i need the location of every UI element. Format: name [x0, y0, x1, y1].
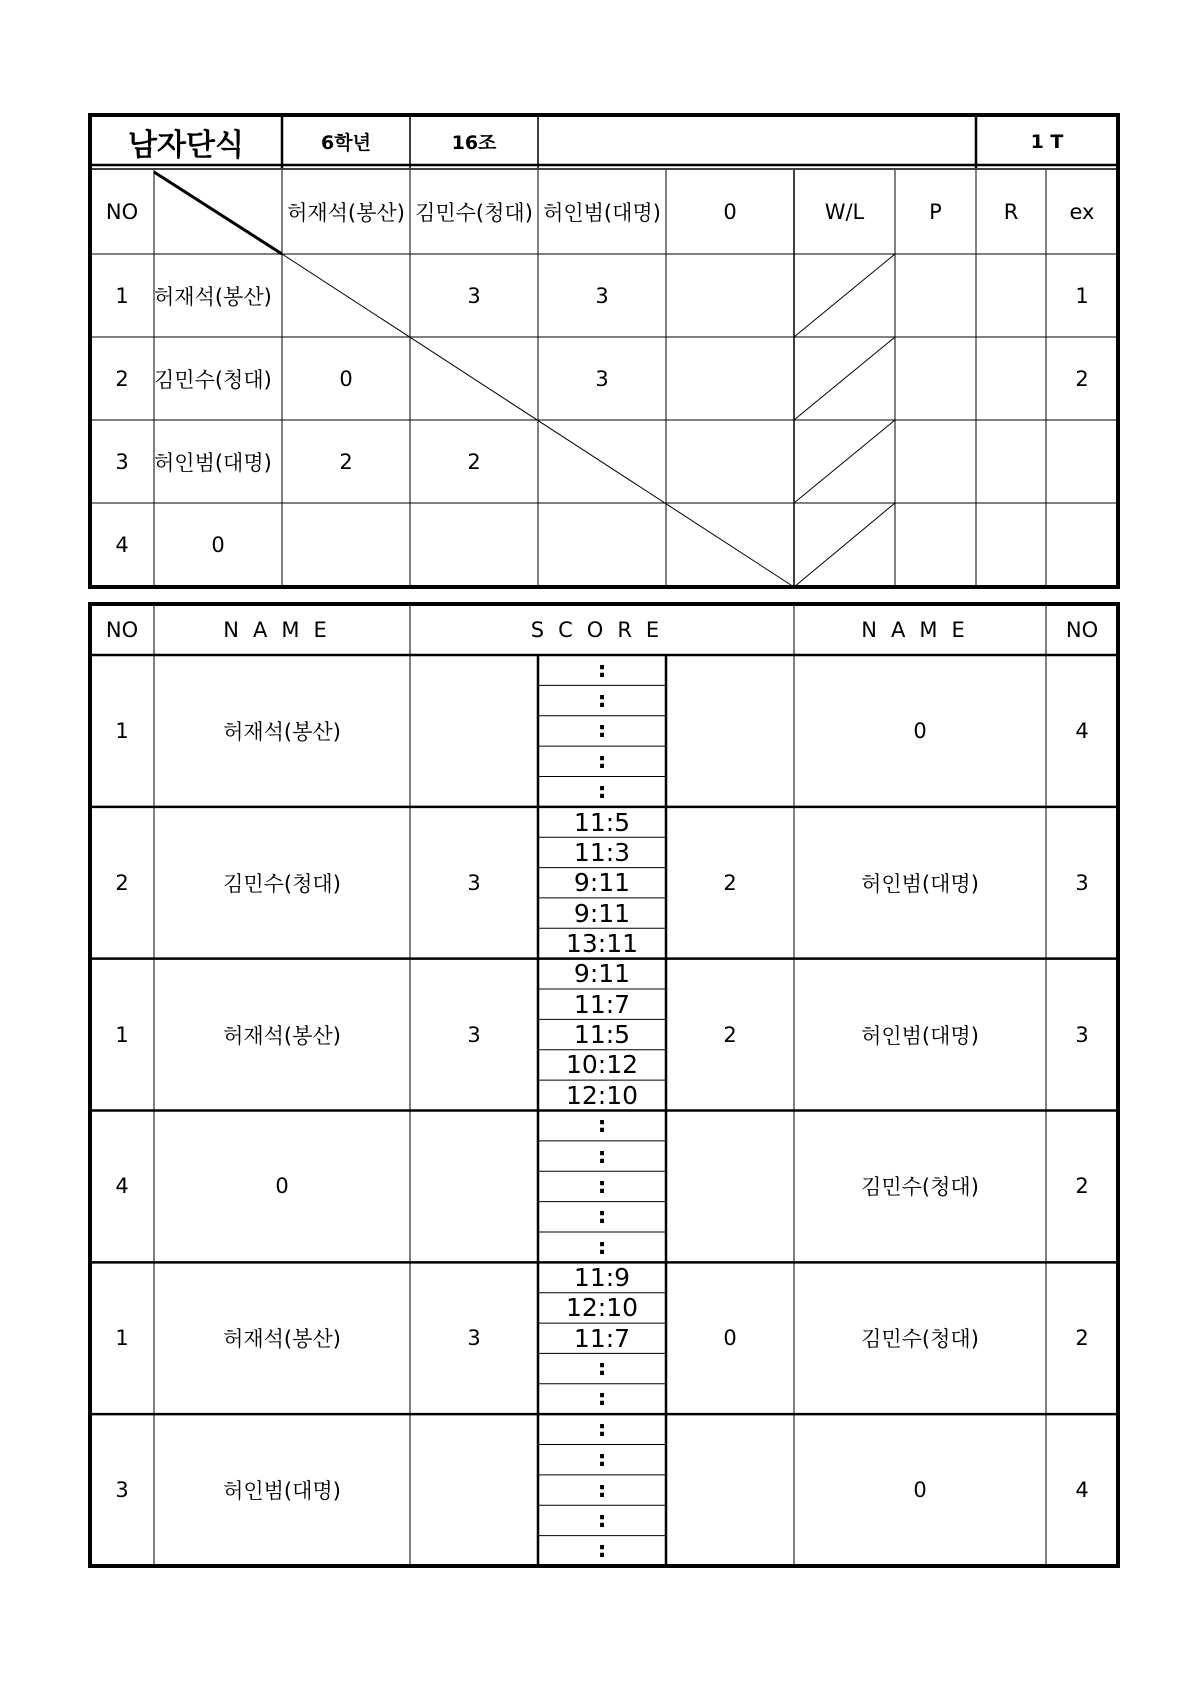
league-score-cell: [666, 254, 794, 337]
match-left-no: 1: [115, 1326, 129, 1351]
match-left-score: 3: [467, 870, 481, 895]
game-score: :: [597, 1477, 607, 1503]
match-right-no: 3: [1075, 870, 1089, 895]
match-left-name: 0: [275, 1174, 289, 1199]
league-col-header-2: 김민수(청대): [415, 201, 533, 225]
league-score-cell: 3: [467, 283, 481, 308]
stat-header-r: R: [1003, 200, 1019, 224]
match-left-no: 1: [115, 718, 129, 743]
match-left-name: 허재석(봉산): [223, 1023, 341, 1048]
match-right-score: 2: [723, 870, 737, 895]
game-score: :: [597, 1386, 607, 1412]
league-score-cell: 3: [595, 366, 609, 391]
match-right-no: 2: [1075, 1174, 1089, 1199]
match-right-score: 2: [723, 1022, 737, 1047]
match-right-name: 허인범(대명): [861, 1023, 979, 1048]
wl-slash: [794, 420, 895, 503]
match-right-no: 4: [1075, 718, 1089, 743]
game-score: :: [597, 1113, 607, 1139]
match-right-no: 3: [1075, 1022, 1089, 1047]
league-col-header-3: 허인범(대명): [543, 201, 661, 225]
league-row-no: 3: [115, 449, 129, 474]
match-right-name: 김민수(청대): [861, 1175, 979, 1200]
match-right-name: 김민수(청대): [861, 1327, 979, 1352]
match-left-name: 허인범(대명): [223, 1479, 341, 1504]
wl-slash: [794, 337, 895, 420]
stat-header-p: P: [929, 200, 942, 224]
game-score: :: [597, 718, 607, 744]
match-left-no: 1: [115, 1022, 129, 1047]
match-left-no: 3: [115, 1478, 129, 1503]
match-left-name: 허재석(봉산): [223, 1327, 341, 1352]
game-score: 9:11: [573, 898, 631, 928]
game-score: :: [597, 1204, 607, 1230]
game-score: 13:11: [565, 928, 639, 958]
league-score-cell: [538, 503, 666, 587]
league-row-ex: 1: [1075, 283, 1089, 308]
game-score: 11:5: [573, 1020, 631, 1050]
game-score: :: [597, 779, 607, 805]
league-score-cell: 2: [339, 449, 353, 474]
league-row-no: 1: [115, 283, 129, 308]
league-score-cell: [666, 503, 794, 587]
group-label: 16조: [451, 132, 497, 154]
match-left-name: 김민수(청대): [223, 871, 341, 896]
match-right-name: 0: [913, 1478, 927, 1503]
league-col-header-1: 허재석(봉산): [287, 201, 405, 225]
matches-name-left-header: NAME: [223, 617, 341, 642]
grade-label: 6학년: [321, 132, 371, 154]
league-row-name: 김민수(청대): [154, 367, 272, 392]
league-row-no: 4: [115, 533, 129, 557]
match-left-score: [410, 655, 538, 807]
league-row-name: 허재석(봉산): [154, 284, 272, 309]
wl-slash: [794, 254, 895, 337]
league-row-ex: [1046, 503, 1118, 587]
match-right-score: [666, 655, 794, 807]
match-right-score: [666, 1414, 794, 1566]
game-score: 9:11: [573, 868, 631, 898]
wl-slash: [794, 503, 895, 587]
game-score: :: [597, 1234, 607, 1260]
table-number: 1 T: [1030, 130, 1064, 153]
league-col-header-4: 0: [723, 200, 737, 224]
match-left-name: 허재석(봉산): [223, 719, 341, 744]
matches-name-right-header: NAME: [861, 617, 979, 642]
match-right-no: 2: [1075, 1326, 1089, 1351]
league-row-no: 2: [115, 366, 129, 391]
league-row-name: 0: [211, 533, 225, 557]
league-score-cell: [282, 254, 410, 337]
league-score-cell: [666, 420, 794, 503]
league-row-name: 허인범(대명): [154, 450, 272, 475]
league-row-ex: 2: [1075, 366, 1089, 391]
game-score: 11:5: [573, 807, 631, 837]
header-blank-field: [538, 115, 976, 168]
match-right-name: 0: [913, 718, 927, 743]
game-score: :: [597, 688, 607, 714]
matches-no-right-header: NO: [1065, 617, 1099, 642]
game-score: :: [597, 1447, 607, 1473]
match-left-score: [410, 1414, 538, 1566]
match-right-score: 0: [723, 1326, 737, 1351]
game-score: :: [597, 1143, 607, 1169]
event-title: 남자단식: [128, 127, 244, 163]
league-row-ex: [1046, 420, 1118, 503]
league-score-cell: [538, 420, 666, 503]
game-score: 9:11: [573, 959, 631, 989]
league-score-cell: 0: [339, 366, 353, 391]
match-left-score: [410, 1111, 538, 1263]
stat-header-ex: ex: [1069, 200, 1095, 224]
league-no-header: NO: [105, 200, 139, 224]
league-score-cell: [410, 337, 538, 420]
matches-score-header: SCORE: [530, 617, 674, 642]
league-score-cell: 3: [595, 283, 609, 308]
match-left-no: 2: [115, 870, 129, 895]
game-score: 11:7: [573, 989, 631, 1019]
game-score: 10:12: [565, 1050, 639, 1080]
matches-no-left-header: NO: [105, 617, 139, 642]
stat-header-wl: W/L: [824, 200, 865, 224]
match-left-score: 3: [467, 1326, 481, 1351]
league-score-cell: [666, 337, 794, 420]
match-left-no: 4: [115, 1174, 129, 1199]
corner-diagonal: [154, 172, 282, 254]
game-score: :: [597, 1507, 607, 1533]
game-score: :: [597, 1538, 607, 1564]
game-score: :: [597, 1173, 607, 1199]
game-score: :: [597, 748, 607, 774]
game-score: :: [597, 1356, 607, 1382]
game-score: 11:3: [573, 837, 631, 867]
league-score-cell: 2: [467, 449, 481, 474]
match-right-name: 허인범(대명): [861, 871, 979, 896]
game-score: 12:10: [565, 1080, 639, 1110]
game-score: 11:9: [573, 1263, 631, 1292]
match-right-no: 4: [1075, 1478, 1089, 1503]
league-score-cell: [282, 503, 410, 587]
game-score: 11:7: [573, 1323, 631, 1353]
game-score: :: [597, 657, 607, 683]
game-score: :: [597, 1416, 607, 1442]
match-right-score: [666, 1111, 794, 1263]
match-left-score: 3: [467, 1022, 481, 1047]
league-score-cell: [410, 503, 538, 587]
game-score: 12:10: [565, 1293, 639, 1323]
